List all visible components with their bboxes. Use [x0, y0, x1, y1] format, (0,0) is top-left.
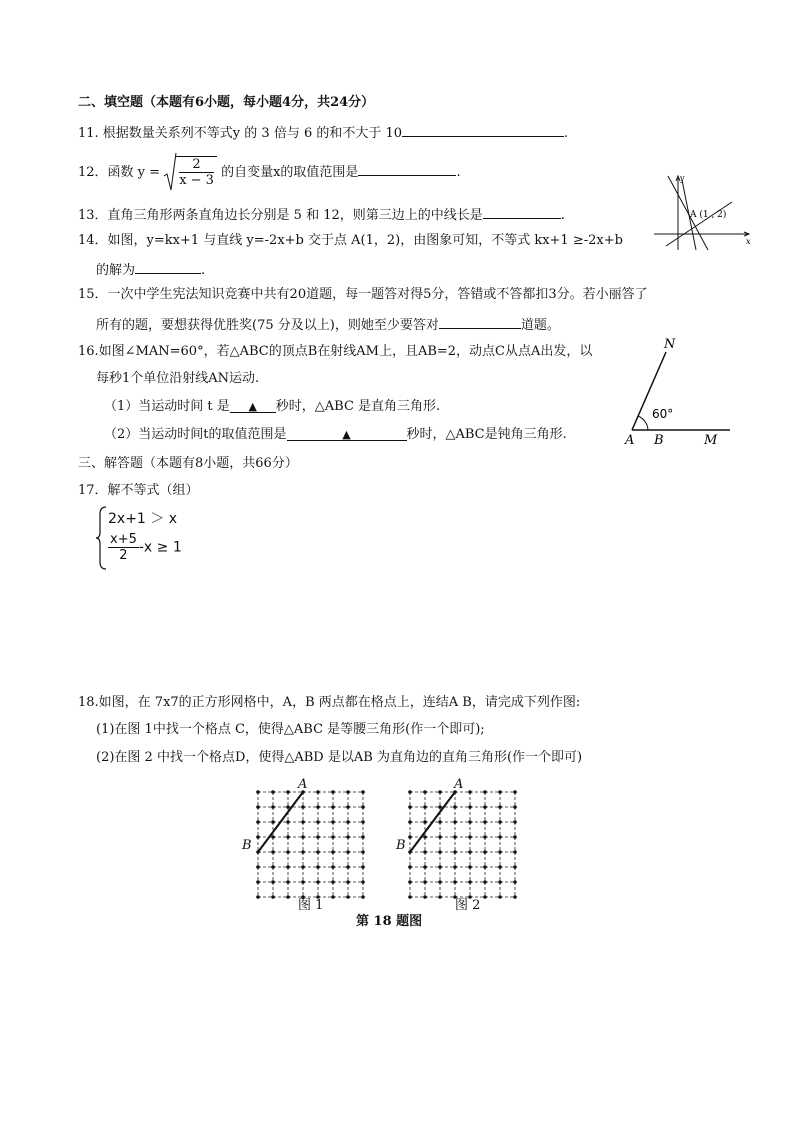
lattice-point[interactable]	[316, 835, 320, 839]
lattice-point[interactable]	[513, 865, 517, 869]
lattice-point[interactable]	[256, 805, 260, 809]
lattice-point[interactable]	[483, 895, 487, 899]
q16-sub1-tail: 秒时，△ABC 是直角三角形.	[275, 399, 441, 414]
lattice-point[interactable]	[256, 820, 260, 824]
lattice-point[interactable]	[301, 835, 305, 839]
question-16-sub-1	[104, 398, 440, 416]
lattice-point[interactable]	[438, 805, 442, 809]
lattice-point[interactable]	[316, 865, 320, 869]
lattice-point[interactable]	[361, 865, 365, 869]
lattice-point[interactable]	[331, 790, 335, 794]
question-11	[78, 122, 568, 143]
q15-answer-blank[interactable]	[439, 314, 521, 329]
lattice-point[interactable]	[513, 880, 517, 884]
lattice-point[interactable]	[408, 820, 412, 824]
lattice-point[interactable]	[361, 805, 365, 809]
lattice-point[interactable]	[271, 835, 275, 839]
ineq2-tail: -x ≥ 1	[138, 539, 182, 556]
lattice-point[interactable]	[513, 805, 517, 809]
lattice-point[interactable]	[286, 880, 290, 884]
label-m: M	[704, 433, 718, 448]
question-18-line-3: (2)在图 2 中找一个格点D，使得△ABD 是以AB 为直角边的直角三角形(作一个即可)	[96, 750, 583, 765]
lattice-point[interactable]	[468, 790, 472, 794]
question-15-line-1: 15．一次中学生宪法知识竞赛中共有20道题，每一题答对得5分，答错或不答都扣3分。若小丽答了	[78, 287, 648, 302]
q11-answer-blank[interactable]	[402, 122, 564, 137]
q14-graph	[652, 172, 752, 252]
lattice-point[interactable]	[361, 895, 365, 899]
lattice-point[interactable]	[483, 835, 487, 839]
q16-sub1-text: （1）当运动时间 t 是	[104, 399, 230, 414]
lattice-point[interactable]	[346, 880, 350, 884]
q12-prefix: 12．函数 y =	[78, 164, 161, 180]
lattice-point[interactable]	[498, 790, 502, 794]
lattice-point[interactable]	[423, 865, 427, 869]
lattice-point[interactable]	[498, 895, 502, 899]
x-axis-label: x	[746, 237, 751, 246]
lattice-point[interactable]	[286, 805, 290, 809]
grid2-label-b: B	[396, 838, 406, 853]
lattice-point[interactable]	[271, 895, 275, 899]
label-b: B	[654, 433, 664, 448]
lattice-point[interactable]	[256, 790, 260, 794]
line-y-eq-kx-plus-1	[666, 202, 732, 246]
lattice-point[interactable]	[408, 895, 412, 899]
figure-1-caption: 图 1	[298, 898, 324, 913]
section-3-title: 三、解答题（本题有8小题，共66分）	[78, 456, 298, 471]
lattice-point[interactable]	[256, 835, 260, 839]
lattice-point[interactable]	[316, 790, 320, 794]
lattice-point[interactable]	[256, 865, 260, 869]
inequality-1: 2x+1 ＞ x	[108, 511, 178, 527]
lattice-point[interactable]	[483, 820, 487, 824]
lattice-point[interactable]	[408, 790, 412, 794]
lattice-point[interactable]	[408, 835, 412, 839]
system-brace	[96, 506, 108, 570]
grid1-label-a: A	[298, 777, 308, 792]
lattice-point[interactable]	[361, 835, 365, 839]
lattice-point[interactable]	[513, 835, 517, 839]
lattice-point[interactable]	[346, 805, 350, 809]
lattice-point[interactable]	[423, 880, 427, 884]
q12-tail: .	[456, 164, 461, 180]
lattice-point[interactable]	[423, 820, 427, 824]
lattice-point[interactable]	[438, 790, 442, 794]
question-14-line-1: 14．如图，y=kx+1 与直线 y=-2x+b 交于点 A(1，2)，由图象可知，不等式 kx+1 ≥-2x+b	[78, 233, 623, 248]
lattice-point[interactable]	[286, 820, 290, 824]
ineq2-denominator: 2	[119, 548, 128, 563]
lattice-point[interactable]	[301, 880, 305, 884]
q13-text: 13．直角三角形两条直角边长分别是 5 和 12，则第三边上的中线长是	[78, 208, 483, 223]
lattice-point[interactable]	[361, 850, 365, 854]
lattice-point[interactable]	[513, 850, 517, 854]
lattice-point[interactable]	[483, 805, 487, 809]
lattice-point[interactable]	[331, 805, 335, 809]
lattice-point[interactable]	[331, 865, 335, 869]
lattice-point[interactable]	[286, 895, 290, 899]
lattice-point[interactable]	[513, 820, 517, 824]
question-16-line-1: 16.如图∠MAN=60°，若△ABC的顶点B在射线AM上，且AB=2，动点C从点A出发，以	[78, 344, 593, 359]
angle-arc	[638, 416, 648, 430]
lattice-point[interactable]	[498, 880, 502, 884]
lattice-point[interactable]	[271, 805, 275, 809]
lattice-point[interactable]	[513, 895, 517, 899]
point-a-label: A (1 , 2)	[690, 210, 727, 220]
lattice-point[interactable]	[346, 895, 350, 899]
q13-tail: .	[560, 208, 565, 223]
lattice-point[interactable]	[453, 805, 457, 809]
lattice-point[interactable]	[271, 790, 275, 794]
lattice-point[interactable]	[331, 880, 335, 884]
lattice-point[interactable]	[423, 790, 427, 794]
lattice-point[interactable]	[438, 835, 442, 839]
lattice-point[interactable]	[438, 880, 442, 884]
lattice-point[interactable]	[331, 895, 335, 899]
ineq2-fraction	[108, 532, 139, 563]
lattice-point[interactable]	[286, 850, 290, 854]
question-16-line-2: 每秒1个单位沿射线AN运动.	[96, 371, 260, 386]
lattice-point[interactable]	[346, 790, 350, 794]
lattice-point[interactable]	[438, 850, 442, 854]
lattice-point[interactable]	[346, 820, 350, 824]
question-13	[78, 204, 565, 225]
q12-sqrt	[164, 152, 217, 193]
lattice-point[interactable]	[331, 820, 335, 824]
q11-tail: .	[564, 126, 569, 141]
lattice-point[interactable]	[453, 850, 457, 854]
lattice-point[interactable]	[316, 820, 320, 824]
q14-line2-text: 的解为	[96, 263, 136, 278]
q16-sub2-text: （2）当运动时间t的取值范围是	[104, 427, 287, 442]
question-18-line-2: (1)在图 1中找一个格点 C，使得△ABC 是等腰三角形(作一个即可);	[96, 722, 485, 737]
question-17-title: 17．解不等式（组）	[78, 483, 199, 498]
lattice-point[interactable]	[498, 820, 502, 824]
lattice-point[interactable]	[483, 865, 487, 869]
lattice-point[interactable]	[346, 835, 350, 839]
q16-sub2-answer-blank[interactable]: ▲	[287, 426, 407, 441]
lattice-point[interactable]	[316, 805, 320, 809]
lattice-point[interactable]	[438, 865, 442, 869]
lattice-point[interactable]	[331, 850, 335, 854]
lattice-point[interactable]	[271, 865, 275, 869]
lattice-point[interactable]	[498, 805, 502, 809]
label-n: N	[664, 337, 676, 352]
q15-line2-tail: 道题。	[520, 318, 560, 333]
lattice-point[interactable]	[438, 895, 442, 899]
lattice-point[interactable]	[301, 805, 305, 809]
lattice-point[interactable]	[271, 880, 275, 884]
q12-fraction	[176, 156, 217, 188]
q15-line2-text: 所有的题，要想获得优胜奖(75 分及以上)，则她至少要答对	[96, 318, 439, 333]
lattice-point[interactable]	[453, 835, 457, 839]
ineq2-numerator: x+5	[110, 532, 137, 547]
lattice-point[interactable]	[438, 820, 442, 824]
lattice-point[interactable]	[483, 880, 487, 884]
lattice-point[interactable]	[423, 850, 427, 854]
lattice-point[interactable]	[271, 850, 275, 854]
lattice-point[interactable]	[286, 865, 290, 869]
question-15-line-2	[96, 314, 560, 335]
question-14-line-2	[96, 259, 205, 280]
lattice-point[interactable]	[286, 790, 290, 794]
lattice-point[interactable]	[331, 835, 335, 839]
lattice-point[interactable]	[361, 820, 365, 824]
label-angle: 60°	[652, 407, 674, 421]
radical-sign	[164, 152, 176, 192]
lattice-point[interactable]	[301, 820, 305, 824]
lattice-point[interactable]	[498, 865, 502, 869]
grid2-label-a: A	[454, 777, 464, 792]
grid1-label-b: B	[242, 838, 252, 853]
q11-text: 11. 根据数量关系列不等式y 的 3 倍与 6 的和不大于 10	[78, 126, 403, 141]
question-18-line-1: 18.如图，在 7x7的正方形网格中，A，B 两点都在格点上，连结A B，请完成下列作图:	[78, 695, 581, 710]
lattice-point[interactable]	[346, 850, 350, 854]
q16-sub2-tail: 秒时，△ABC是钝角三角形.	[406, 427, 567, 442]
y-axis-label: y	[680, 174, 685, 183]
q12-answer-blank[interactable]	[358, 161, 456, 176]
question-16-sub-2	[104, 426, 567, 444]
q13-answer-blank[interactable]	[483, 204, 561, 219]
q12-denominator: x − 3	[179, 173, 214, 188]
lattice-point[interactable]	[256, 895, 260, 899]
q14-answer-blank[interactable]	[135, 259, 201, 274]
grid-figure-1[interactable]	[256, 790, 366, 900]
lattice-point[interactable]	[468, 850, 472, 854]
lattice-point[interactable]	[256, 880, 260, 884]
lattice-point[interactable]	[408, 880, 412, 884]
lattice-point[interactable]	[408, 805, 412, 809]
lattice-point[interactable]	[468, 820, 472, 824]
grid-figure-2[interactable]	[408, 790, 518, 900]
q16-sub1-answer-blank[interactable]: ▲	[230, 398, 276, 413]
q12-suffix: 的自变量x的取值范围是	[221, 164, 359, 180]
inequality-2	[108, 532, 182, 563]
lattice-point[interactable]	[316, 850, 320, 854]
figure-18-caption: 第 18 题图	[356, 914, 423, 929]
q12-numerator: 2	[179, 157, 214, 173]
lattice-point[interactable]	[498, 850, 502, 854]
lattice-point[interactable]	[301, 850, 305, 854]
lattice-point[interactable]	[361, 880, 365, 884]
q16-figure	[622, 336, 742, 446]
lattice-point[interactable]	[286, 835, 290, 839]
q14-tail: .	[201, 263, 206, 278]
figure-2-caption: 图 2	[455, 898, 481, 913]
lattice-point[interactable]	[271, 820, 275, 824]
label-a: A	[625, 433, 635, 448]
lattice-point[interactable]	[468, 835, 472, 839]
lattice-point[interactable]	[301, 865, 305, 869]
lattice-point[interactable]	[468, 880, 472, 884]
lattice-point[interactable]	[483, 790, 487, 794]
lattice-point[interactable]	[453, 865, 457, 869]
lattice-point[interactable]	[513, 790, 517, 794]
lattice-point[interactable]	[316, 880, 320, 884]
lattice-point[interactable]	[423, 805, 427, 809]
question-12	[78, 152, 461, 193]
lattice-point[interactable]	[468, 805, 472, 809]
lattice-point[interactable]	[361, 790, 365, 794]
lattice-point[interactable]	[423, 895, 427, 899]
section-2-title: 二、填空题（本题有6小题，每小题4分，共24分）	[78, 95, 375, 110]
lattice-point[interactable]	[498, 835, 502, 839]
lattice-point[interactable]	[346, 865, 350, 869]
lattice-point[interactable]	[423, 835, 427, 839]
lattice-point[interactable]	[453, 820, 457, 824]
lattice-point[interactable]	[483, 850, 487, 854]
lattice-point[interactable]	[468, 865, 472, 869]
lattice-point[interactable]	[408, 865, 412, 869]
lattice-point[interactable]	[453, 880, 457, 884]
